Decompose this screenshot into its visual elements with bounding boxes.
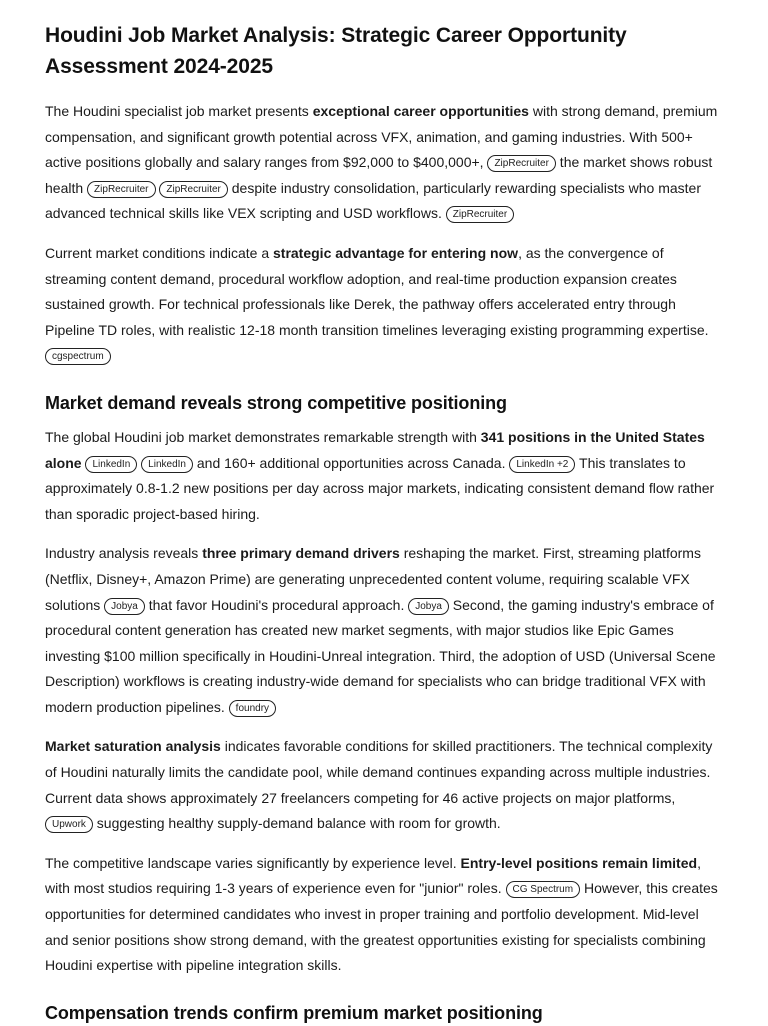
text: the market shows robust health <box>45 154 713 196</box>
text: , as the convergence of streaming content demand, procedural workflow adoption, and real-time production expansion creates sustained growth. For technical professionals like Derek, the pathway offers accelerated entry through Pipeline TD roles, with realistic 12-18 month transition timelines leveraging existing programming expertise. <box>45 244 709 338</box>
emphasis: strategic advantage for entering now <box>273 244 519 261</box>
text: Industry analysis reveals <box>45 545 203 562</box>
text: and 160+ additional opportunities across Canada. <box>192 454 510 471</box>
citation-jobya[interactable]: Jobya <box>104 598 145 615</box>
citation-linkedin-plus[interactable]: LinkedIn +2 <box>509 456 575 473</box>
intro-paragraph-2 <box>45 241 723 369</box>
text: However, this creates opportunities for determined candidates who invest in proper training and portfolio development. Mid-level and senior positions show strong demand, with the greatest opportunities existing for specialists combining Houdini expertise with pipeline integration skills. <box>45 880 718 974</box>
section-heading-compensation: Compensation trends confirm premium market positioning <box>45 1002 543 1023</box>
citation-linkedin[interactable]: LinkedIn <box>85 456 137 473</box>
citation-ziprecruiter[interactable]: ZipRecruiter <box>87 181 155 198</box>
intro-paragraph-1 <box>45 99 723 227</box>
citation-ziprecruiter[interactable]: ZipRecruiter <box>487 155 555 172</box>
text: The global Houdini job market demonstrates remarkable strength with <box>45 428 481 445</box>
text: This translates to approximately 0.8-1.2 new positions per day across major markets, indicating consistent demand flow rather than sporadic project-based hiring. <box>45 454 715 522</box>
text: The competitive landscape varies significantly by experience level. <box>45 854 461 871</box>
text: that favor Houdini's procedural approach. <box>144 596 409 613</box>
text: indicates favorable conditions for skilled practitioners. The technical complexity of Houdini naturally limits the candidate pool, while demand continues expanding across multiple industries. Current data shows approximately 27 freelancers competing for 46 active projects on major platforms, <box>45 738 713 806</box>
text: despite industry consolidation, particularly rewarding specialists who master advanced technical skills like VEX scripting and USD workflows. <box>45 179 701 222</box>
citation-ziprecruiter[interactable]: ZipRecruiter <box>446 206 514 223</box>
text: Current market conditions indicate a <box>45 244 273 261</box>
market-demand-paragraph-2 <box>45 541 723 720</box>
citation-cgspectrum[interactable]: cgspectrum <box>45 348 111 365</box>
emphasis: Entry-level positions remain limited <box>460 854 698 871</box>
citation-cg-spectrum[interactable]: CG Spectrum <box>506 881 581 898</box>
text: reshaping the market. First, streaming platforms (Netflix, Disney+, Amazon Prime) are generating unprecedented content volume, requiring scalable VFX solutions <box>45 545 701 613</box>
citation-upwork[interactable]: Upwork <box>45 816 93 833</box>
page-title: Houdini Job Market Analysis: Strategic Career Opportunity Assessment 2024-2025 <box>45 24 627 78</box>
text: suggesting healthy supply-demand balance with room for growth. <box>92 815 501 832</box>
text: Second, the gaming industry's embrace of procedural content generation has created new market segments, with major studios like Epic Games investing $100 million specifically in Houdini-Unreal integration. Third, the adoption of USD (Universal Scene Description) workflows is creating industry-wide demand for specialists who can bridge traditional VFX with modern production pipelines. <box>45 596 716 715</box>
market-demand-paragraph-1 <box>45 425 723 527</box>
text: The Houdini specialist job market presents <box>45 103 313 119</box>
section-heading-market-demand: Market demand reveals strong competitive positioning <box>45 392 507 413</box>
emphasis: three primary demand drivers <box>202 545 400 562</box>
market-demand-paragraph-4 <box>45 851 723 979</box>
emphasis: 341 positions in the United States alone <box>45 428 705 471</box>
emphasis: Market saturation analysis <box>45 738 221 755</box>
citation-foundry[interactable]: foundry <box>229 700 276 717</box>
citation-ziprecruiter[interactable]: ZipRecruiter <box>159 181 227 198</box>
citation-jobya[interactable]: Jobya <box>408 598 449 615</box>
emphasis: exceptional career opportunities <box>312 103 529 119</box>
citation-linkedin[interactable]: LinkedIn <box>141 456 193 473</box>
market-demand-paragraph-3 <box>45 734 723 836</box>
text: , with most studios requiring 1-3 years of experience even for "junior" roles. <box>45 854 701 897</box>
text: with strong demand, premium compensation, and significant growth potential across VFX, animation, and gaming industries. With 500+ active positions globally and salary ranges from $92,000 to $400,000+, <box>45 103 718 171</box>
